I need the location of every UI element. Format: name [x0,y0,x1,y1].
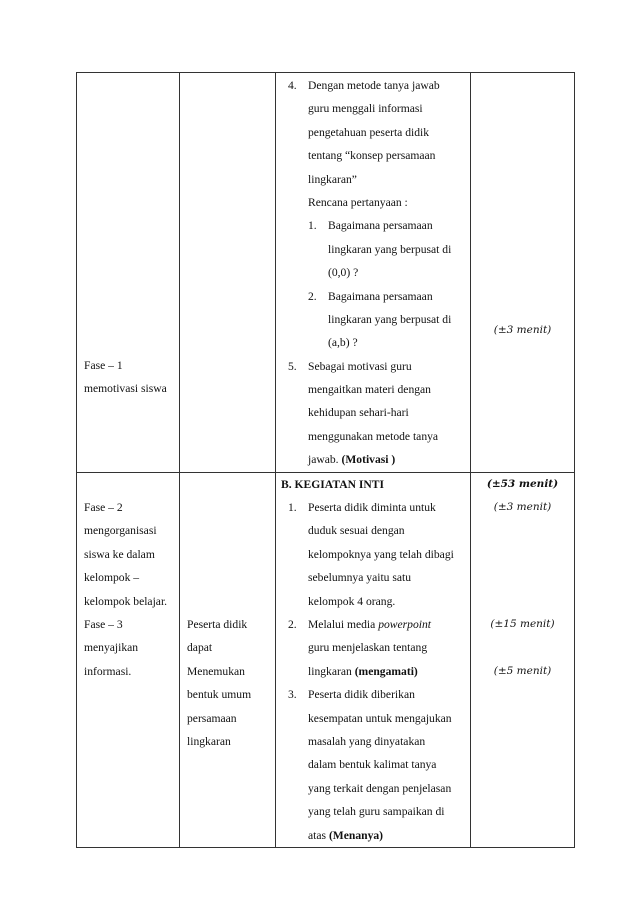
list-item: 4. Dengan metode tanya jawab [288,79,440,92]
table-row [77,73,575,473]
indikator-cell [180,73,276,473]
kegiatan-cell: B. KEGIATAN INTI 1. Peserta didik diminta untuk duduk sesuai dengan kelompoknya yang telah dibagi sebelumnya yaitu satu kelompok 4 orang. 2. Melalui media powerpoint guru menjelaskan tentang lingkaran (mengamati) 3. Peserta didik diberikan kesempatan untuk mengajukan masalah yang dinyatakan dalam bentuk kalimat tanya yang terkait dengan penjelasan yang telah guru sampaikan di atas (Menanya) [276,472,471,847]
waktu-cell [471,472,575,847]
waktu-cell [471,73,575,473]
section-heading: B. KEGIATAN INTI [281,477,384,491]
list-item: 2. Bagaimana persamaan [308,289,433,303]
list-item: 2. Melalui media powerpoint [288,617,432,631]
list-item: 5. Sebagai motivasi guru [288,359,412,373]
time-label: (±3 menit) [493,501,552,514]
kegiatan-cell: 4. Dengan metode tanya jawab guru menggali informasi pengetahuan peserta didik tentang “konsep persamaan lingkaran” Rencana pertanyaan : 1. Bagaimana persamaan lingkaran yang berpusat di (0,0) ? 2. Bagaimana persamaan lingkaran yang berpusat di (a,b) ? 5. Sebagai motivasi guru mengaitkan materi dengan kehidupan sehari-hari menggunakan metode tanya jawab. (Motivasi ) [276,73,471,473]
lesson-plan-table [76,72,575,848]
time-label: (±5 menit) [493,664,552,677]
time-label: (±3 menit) [493,324,552,336]
indikator-cell: Peserta didik dapat Menemukan bentuk umum persamaan lingkaran [180,472,276,847]
list-item: 1. Peserta didik diminta untuk [288,501,436,515]
fase-cell: Fase – 2 mengorganisasi siswa ke dalam kelompok – kelompok belajar. Fase – 3 menyajikan informasi. [77,472,180,847]
list-item: 3. Peserta didik diberikan [288,688,415,702]
list-item: 1. Bagaimana persamaan [308,219,433,233]
rencana-label: Rencana pertanyaan : [308,195,408,209]
fase-desc: memotivasi siswa [84,382,167,396]
table-row [77,472,575,847]
fase-cell [77,73,180,473]
time-label: (±15 menit) [490,618,555,631]
time-total-label: (±53 menit) [486,477,559,490]
fase-label: Fase – 1 [84,359,123,372]
